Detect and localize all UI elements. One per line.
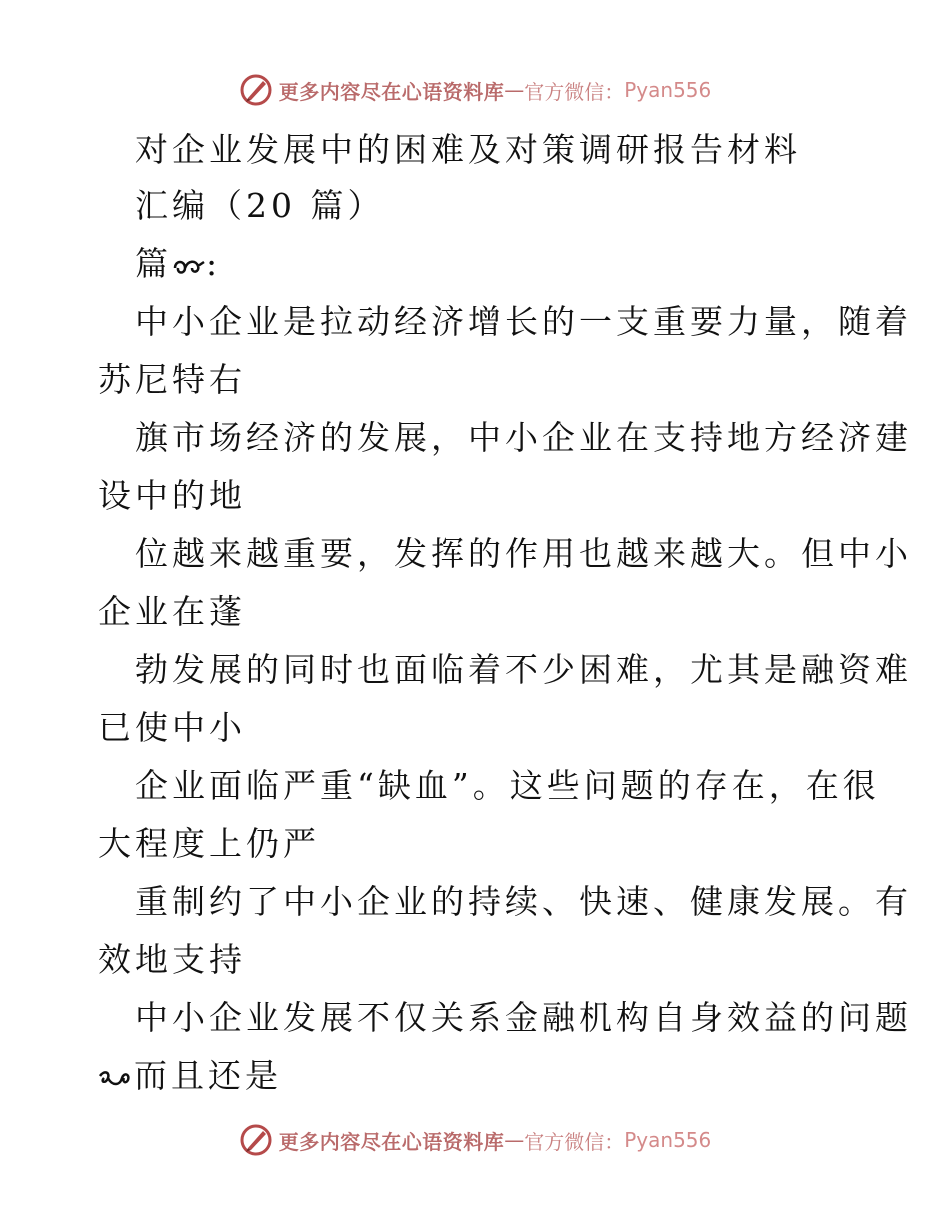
body-line: 中小企业是拉动经济增长的一支重要力量，随着 [135, 302, 912, 341]
body-line: 已使中小 [98, 708, 246, 747]
pen-logo-icon [239, 73, 273, 107]
section-colon: : [206, 244, 222, 283]
last-line-text: 而且还是 [134, 1056, 282, 1095]
footer-banner [0, 1120, 950, 1160]
banner-wechat-id: Pyan556 [624, 78, 712, 102]
header-banner [0, 70, 950, 110]
body-line: 中小企业发展不仅关系金融机构自身效益的问题 [135, 998, 912, 1037]
body-line: 企业在蓬 [98, 592, 246, 631]
banner-site-text: 更多内容尽在心语资料库 [278, 1129, 505, 1154]
banner-wechat-label: 官方微信： [524, 1129, 625, 1154]
banner-separator: — [504, 78, 525, 102]
banner-separator: — [504, 1128, 525, 1152]
banner-wechat-id: Pyan556 [624, 1128, 712, 1152]
pen-logo-icon [239, 1123, 273, 1157]
banner-site-text: 更多内容尽在心语资料库 [278, 79, 505, 104]
body-line-last [98, 1056, 282, 1096]
body-line: 勃发展的同时也面临着不少困难，尤其是融资难 [135, 650, 912, 689]
section-label: 篇 [135, 244, 172, 283]
body-line: 重制约了中小企业的持续、快速、健康发展。有 [135, 882, 912, 921]
body-line: 企业面临严重“缺血”。这些问题的存在，在很 [135, 766, 880, 805]
ornament-icon [98, 1066, 134, 1090]
body-line: 设中的地 [98, 476, 246, 515]
body-line: 旗市场经济的发展，中小企业在支持地方经济建 [135, 418, 912, 457]
body-line: 大程度上仍严 [98, 824, 320, 863]
body-line: 苏尼特右 [98, 360, 246, 399]
body-line: 效地支持 [98, 940, 246, 979]
banner-wechat-label: 官方微信： [524, 79, 625, 104]
doc-title-line-2: 汇编（20 篇） [135, 186, 385, 225]
body-line: 位越来越重要，发挥的作用也越来越大。但中小 [135, 534, 912, 573]
ornament-icon [172, 254, 206, 278]
doc-title-line-1: 对企业发展中的困难及对策调研报告材料 [135, 130, 801, 169]
section-heading [135, 244, 221, 284]
